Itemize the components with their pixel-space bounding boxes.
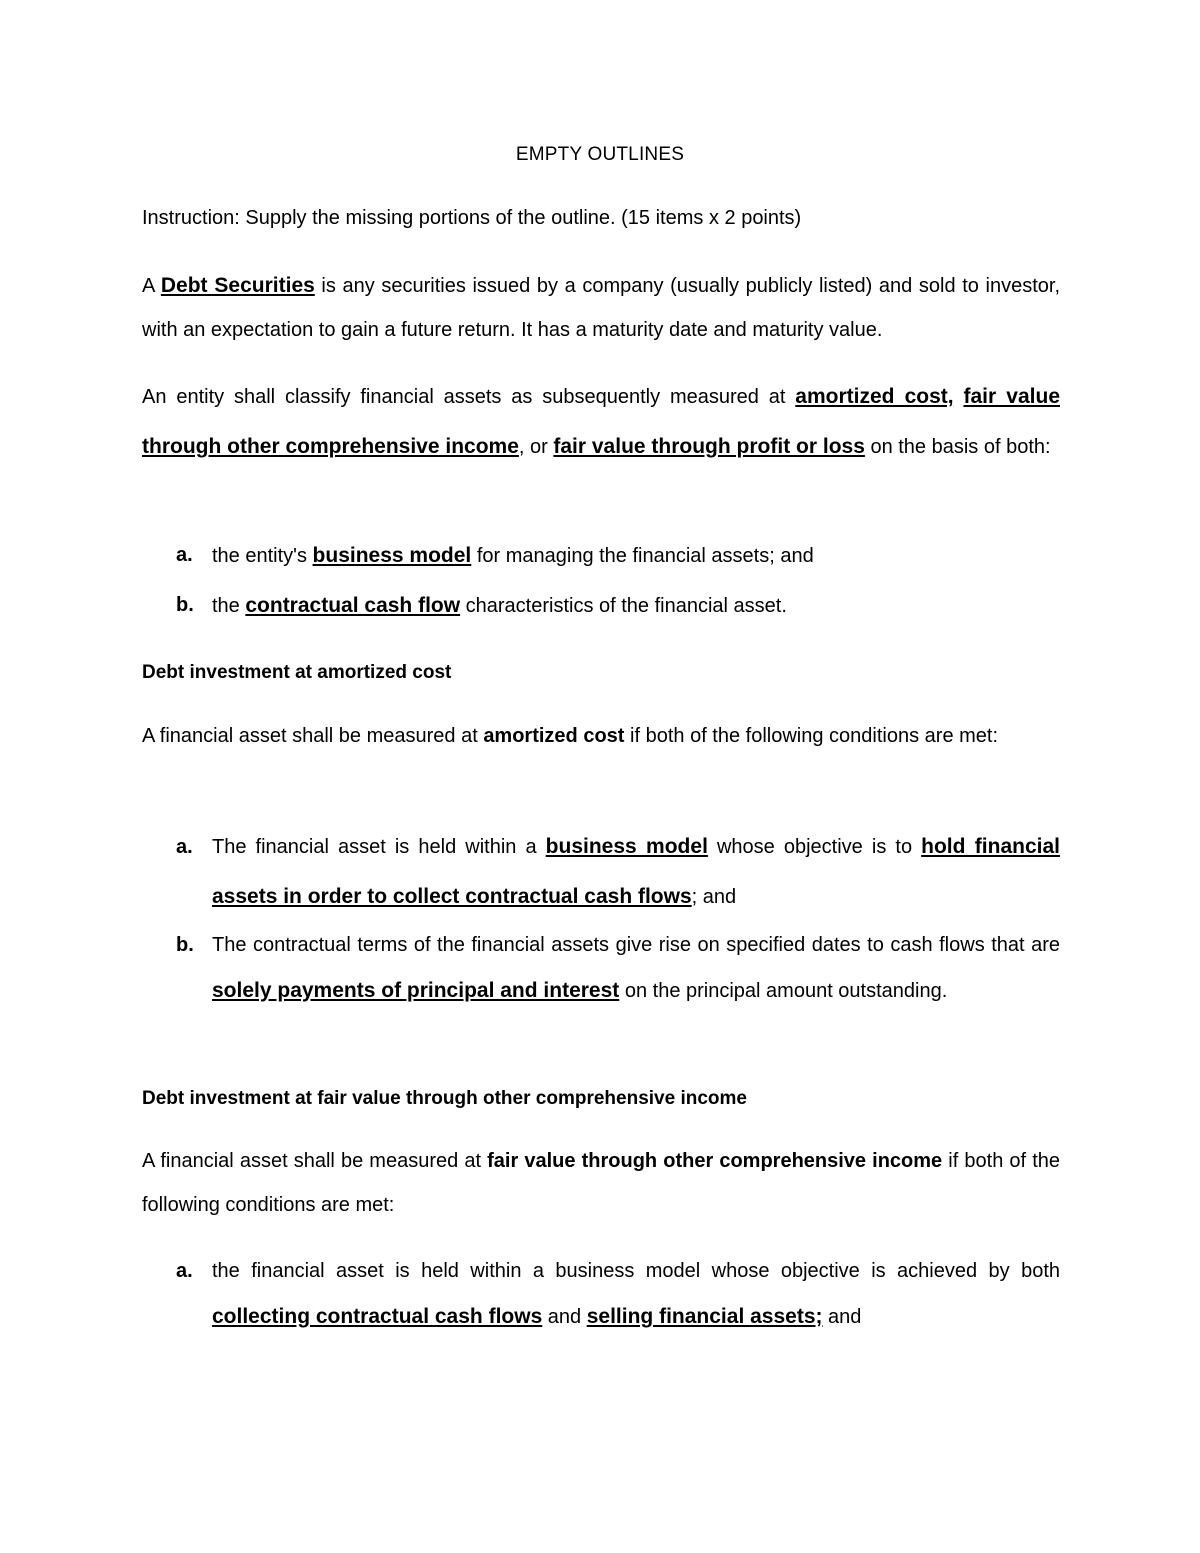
list-marker: a.: [176, 836, 193, 858]
section-heading-amortized-cost: Debt investment at amortized cost: [142, 662, 452, 683]
answer-selling-financial-assets: selling financial assets;: [586, 1305, 823, 1328]
answer-amortized-cost: amortized cost,: [795, 385, 954, 408]
answer-debt-securities: Debt Securities: [160, 274, 315, 297]
list-marker: b.: [176, 594, 194, 616]
fvoci-intro: A financial asset shall be measured at fair value through other comprehensive income if both of the following conditions are met:: [142, 1150, 1061, 1216]
answer-business-model-2: business model: [545, 835, 708, 858]
debt-securities-definition: A Debt Securities is any securities issued by a company (usually publicly listed) and sold to investor, with an expectation to gain a future return. It has a maturity date and maturity value.: [142, 274, 1060, 341]
amortized-cost-intro: A financial asset shall be measured at amortized cost if both of the following conditions are met:: [142, 725, 999, 747]
answer-contractual-cash-flow: contractual cash flow: [245, 594, 461, 617]
list-marker: b.: [176, 934, 194, 956]
list-marker: a.: [176, 1260, 193, 1282]
list-marker: a.: [176, 544, 193, 566]
condition-list-item: a. The financial asset is held within a business model whose objective is to hold financial assets in order to collect contractual cash flows; and: [142, 822, 1060, 922]
basis-list-item: a. the entity's business model for managing the financial assets; and: [176, 544, 814, 567]
section-heading-fvoci: Debt investment at fair value through other comprehensive income: [142, 1088, 747, 1109]
basis-list-item: b. the contractual cash flow characteristics of the financial asset.: [176, 594, 787, 617]
answer-collecting-cash-flows: collecting contractual cash flows: [212, 1305, 543, 1328]
condition-list-item: b. The contractual terms of the financial assets give rise on specified dates to cash flows that are solely payments of principal and interest on the principal amount outstanding.: [142, 922, 1060, 1062]
answer-business-model: business model: [312, 544, 472, 567]
answer-hold-to-collect: hold financial assets in order to collect contractual cash flows: [212, 835, 1060, 908]
condition-list-item: a. the financial asset is held within a business model whose objective is achieved by both collecting contractual cash flows and selling financial assets; and: [142, 1248, 1060, 1348]
instruction-text: Instruction: Supply the missing portions of the outline. (15 items x 2 points): [142, 207, 802, 229]
page-title: EMPTY OUTLINES: [515, 144, 685, 165]
answer-fvoci: fair value through other comprehensive income: [142, 385, 1060, 458]
answer-fvtpl: fair value through profit or loss: [553, 435, 865, 458]
answer-sppi: solely payments of principal and interest: [212, 979, 620, 1002]
classification-paragraph: An entity shall classify financial assets as subsequently measured at amortized cost, fair value through other comprehensive income, or fair value through profit or loss on the basis of both:: [142, 385, 1060, 458]
